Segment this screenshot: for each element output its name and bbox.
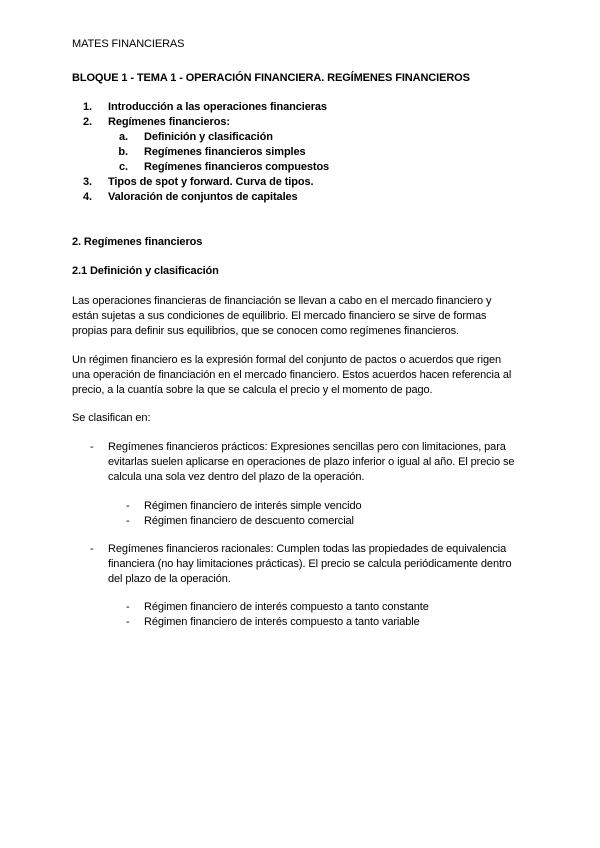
paragraph-line: precio, a la cuantía sobre la que se calcula el precio y el momento de pago. xyxy=(72,384,433,396)
toc-number: 2. xyxy=(83,116,92,128)
toc-letter: c. xyxy=(119,161,128,173)
paragraph-1 xyxy=(72,294,532,339)
bullet-dash: - xyxy=(126,500,130,512)
bullet-line: Regímenes financieros prácticos: Expresiones sencillas pero con limitaciones, para xyxy=(108,441,506,453)
bullet-dash: - xyxy=(126,601,130,613)
toc-number: 1. xyxy=(83,101,92,113)
page-header: MATES FINANCIERAS xyxy=(72,38,185,50)
paragraph-line: una operación de financiación en el mercado financiero. Estos acuerdos hacen referencia al xyxy=(72,369,512,381)
bullet-line: financiera (no hay limitaciones prácticas). El precio se calcula periódicamente dentro xyxy=(108,558,512,570)
bullet-dash: - xyxy=(90,441,94,453)
document-title: BLOQUE 1 - TEMA 1 - OPERACIÓN FINANCIERA. REGÍMENES FINANCIEROS xyxy=(72,72,470,84)
toc-text: Introducción a las operaciones financieras xyxy=(108,101,327,113)
toc-text: Regímenes financieros simples xyxy=(144,146,306,158)
sub-bullet-text: Régimen financiero de interés compuesto a tanto variable xyxy=(144,616,420,628)
toc-text: Regímenes financieros: xyxy=(108,116,230,128)
bullet-line: evitarlas suelen aplicarse en operaciones de plazo inferior o igual al año. El precio se xyxy=(108,456,515,468)
subsection-heading: 2.1 Definición y clasificación xyxy=(72,265,219,277)
bullet-line: Regímenes financieros racionales: Cumplen todas las propiedades de equivalencia xyxy=(108,543,507,555)
sub-bullet-text: Régimen financiero de descuento comercial xyxy=(144,515,354,527)
toc-text: Tipos de spot y forward. Curva de tipos. xyxy=(108,176,314,188)
bullet-dash: - xyxy=(90,543,94,555)
bullet-line: del plazo de la operación. xyxy=(108,573,231,585)
paragraph-line: Un régimen financiero es la expresión formal del conjunto de pactos o acuerdos que rigen xyxy=(72,354,502,366)
sub-bullet-text: Régimen financiero de interés simple vencido xyxy=(144,500,362,512)
bullet-line: calcula una sola vez dentro del plazo de la operación. xyxy=(108,471,365,483)
paragraph-line: Las operaciones financieras de financiación se llevan a cabo en el mercado financiero y xyxy=(72,295,492,307)
sub-bullet-text: Régimen financiero de interés compuesto a tanto constante xyxy=(144,601,429,613)
toc-number: 3. xyxy=(83,176,92,188)
toc-number: 4. xyxy=(83,191,92,203)
classification-intro: Se clasifican en: xyxy=(72,412,151,424)
toc-text: Regímenes financieros compuestos xyxy=(144,161,330,173)
paragraph-line: están sujetas a sus condiciones de equilibrio. El mercado financiero se sirve de formas xyxy=(72,310,487,322)
bullet-text xyxy=(108,542,538,587)
toc-text: Definición y clasificación xyxy=(144,131,273,143)
bullet-dash: - xyxy=(126,515,130,527)
bullet-dash: - xyxy=(126,616,130,628)
paragraph-2 xyxy=(72,353,532,398)
toc-text: Valoración de conjuntos de capitales xyxy=(108,191,298,203)
toc-letter: b. xyxy=(118,146,128,158)
paragraph-line: propias para definir sus equilibrios, que se conocen como regímenes financieros. xyxy=(72,325,459,337)
bullet-text xyxy=(108,440,538,485)
toc-letter: a. xyxy=(119,131,128,143)
section-heading: 2. Regímenes financieros xyxy=(72,236,203,248)
